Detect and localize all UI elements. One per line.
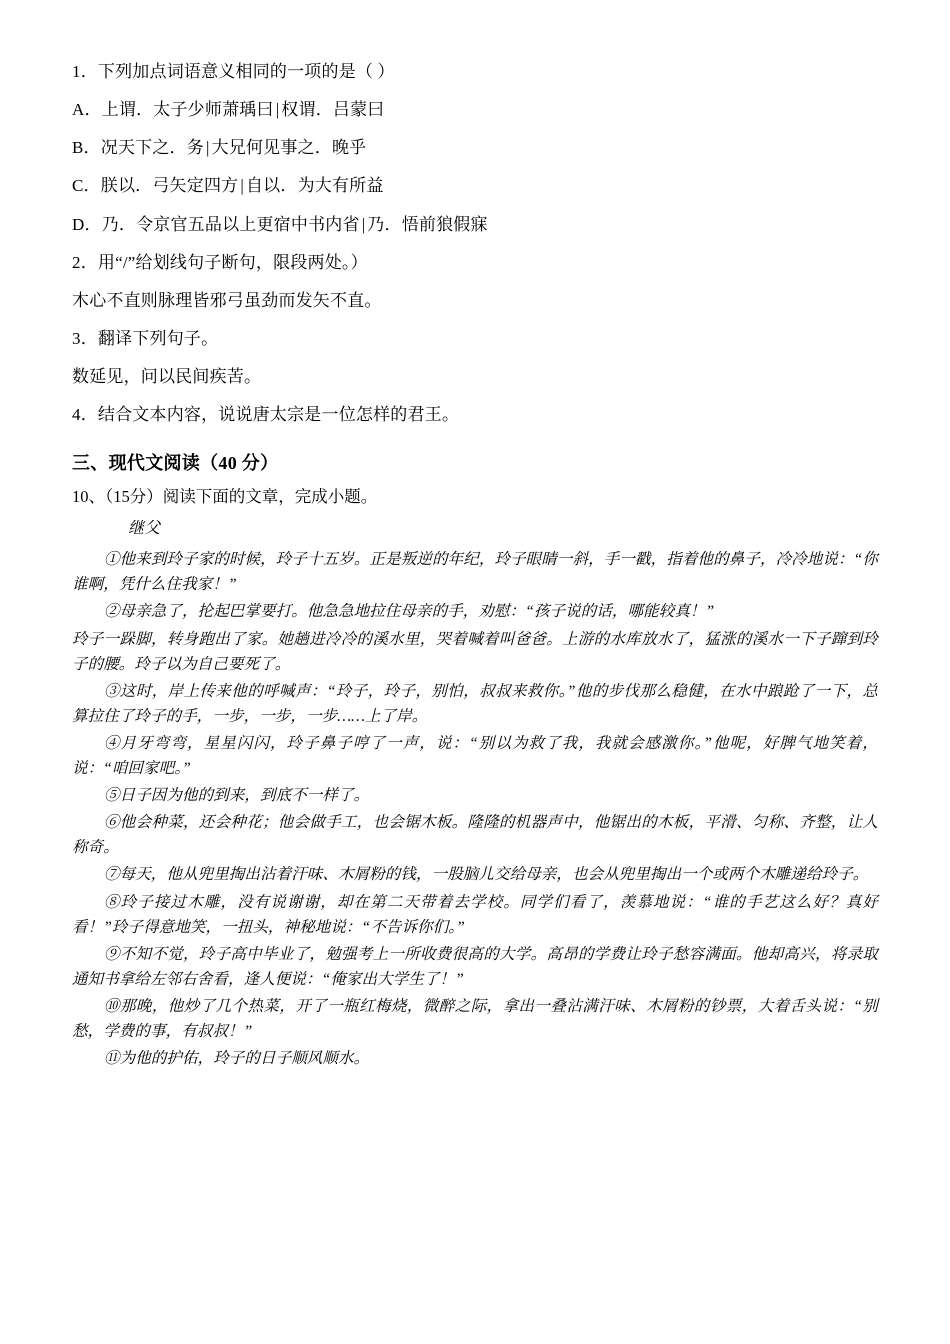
option-d-label: D． — [72, 214, 102, 234]
option-c-right: 自以．为大有所益 — [245, 176, 384, 196]
option-b-right: 大兄何见事之．晚乎 — [211, 138, 367, 158]
question-1-option-c — [72, 174, 878, 198]
article-paragraph: ①他来到玲子家的时候，玲子十五岁。正是叛逆的年纪，玲子眼睛一斜，手一戳，指着他的鼻子，冷冷地说：“你谁啊，凭什么住我家！” — [72, 551, 878, 594]
option-a-left: 上谓．太子少师萧瑀曰 — [101, 100, 274, 120]
option-d-separator: | — [361, 214, 366, 234]
option-c-left: 朕以．弓矢定四方 — [100, 176, 239, 196]
option-a-right: 权谓．吕蒙曰 — [281, 100, 385, 120]
option-a-label: A． — [72, 100, 102, 120]
option-b-label: B． — [72, 138, 101, 158]
option-d-left: 乃．令京官五品以上更宿中书内省 — [101, 214, 360, 234]
article-paragraph: ④月牙弯弯，星星闪闪，玲子鼻子哼了一声，说：“别以为救了我，我就会感激你。”他呢，好脾气地笑着，说：“咱回家吧。” — [72, 734, 878, 778]
article-paragraph: ⑪为他的护佑，玲子的日子顺风顺水。 — [104, 1050, 370, 1068]
question-4-stem: 4．结合文本内容，说说唐太宗是一位怎样的君王。 — [72, 405, 460, 425]
question-2-stem: 2．用“/”给划线句子断句，限段两处。） — [72, 252, 368, 272]
section-question-number: 10、（15分）阅读下面的文章，完成小题。 — [72, 487, 378, 507]
question-3-stem: 3．翻译下列句子。 — [72, 328, 219, 348]
article-paragraph: ⑨不知不觉，玲子高中毕业了，勉强考上一所收费很高的大学。高昂的学费让玲子愁容满面。他却高兴，将录取通知书拿给左邻右舍看，逢人便说：“俺家出大学生了！” — [72, 945, 878, 988]
article-paragraph: ⑥他会种菜，还会种花；他会做手工，也会锯木板。隆隆的机器声中，他锯出的木板，平滑、匀称、齐整，让人称奇。 — [72, 814, 878, 857]
option-c-separator: | — [240, 176, 244, 196]
option-d-right: 乃．悟前狼假寐 — [367, 214, 488, 234]
option-b-separator: | — [205, 138, 210, 158]
option-a-separator: | — [275, 100, 280, 120]
section-title: 三、现代文阅读（40 分） — [72, 453, 279, 474]
question-2-body: 木心不直则脉理皆邪弓虽劲而发矢不直。 — [72, 290, 382, 310]
question-3-body: 数延见，问以民间疾苦。 — [72, 367, 262, 386]
article-paragraph: ②母亲急了，抡起巴掌要打。他急急地拉住母亲的手，劝慰：“孩子说的话，哪能较真！” — [104, 603, 715, 621]
article-paragraph: ⑧玲子接过木雕，没有说谢谢，却在第二天带着去学校。同学们看了，羡慕地说：“谁的手艺这么好？真好看！”玲子得意地笑，一扭头，神秘地说：“不告诉你们。” — [72, 893, 878, 936]
article-paragraph: ⑦每天，他从兜里掏出沾着汗味、木屑粉的钱，一股脑儿交给母亲，也会从兜里掏出一个或两个木雕递给玲子。 — [104, 866, 869, 884]
option-b-left: 况天下之．务 — [100, 138, 204, 158]
question-1-stem: 1．下列加点词语意义相同的一项的是（ ） — [72, 62, 395, 81]
article-paragraph: ⑤日子因为他的到来，到底不一样了。 — [104, 787, 370, 805]
article-paragraph: ③这时，岸上传来他的呼喊声：“玲子，玲子，别怕，叔叔来救你。”他的步伐那么稳健，在水中踉跄了一下，总算拉住了玲子的手，一步，一步，一步……上了岸。 — [72, 682, 878, 725]
option-c-label: C． — [72, 176, 101, 196]
article-paragraph: 玲子一跺脚，转身跑出了家。她趟进冷冷的溪水里，哭着喊着叫爸爸。上游的水库放水了，猛涨的溪水一下子蹿到玲子的腰。玲子以为自己要死了。 — [72, 630, 878, 673]
article-paragraph: ⑩那晚，他炒了几个热菜，开了一瓶红梅烧，微醉之际，拿出一叠沾满汗味、木屑粉的钞票，大着舌头说：“别愁，学费的事，有叔叔！” — [72, 998, 878, 1041]
article-title: 继父 — [128, 520, 161, 538]
question-1-option-b — [72, 136, 878, 160]
question-1-option-d — [72, 213, 878, 237]
question-1-option-a — [72, 98, 878, 122]
